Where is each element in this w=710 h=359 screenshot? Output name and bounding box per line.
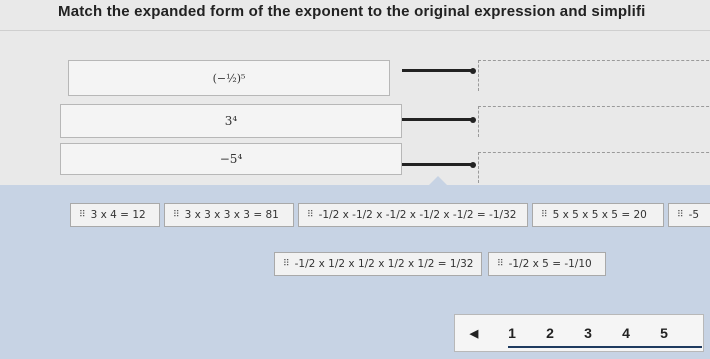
connector-line-1 — [402, 69, 474, 72]
page-1[interactable]: 1 — [508, 325, 516, 341]
answer-tile[interactable]: ⠿ 3 x 4 = 12 — [70, 203, 160, 227]
drop-target-1[interactable] — [478, 60, 710, 91]
expression-2: 3⁴ — [224, 114, 238, 128]
page-underline — [508, 346, 702, 348]
expression-box-2[interactable] — [60, 104, 402, 138]
answer-tile[interactable]: ⠿ 5 x 5 x 5 x 5 = 20 — [532, 203, 664, 227]
drag-handle-icon: ⠿ — [677, 210, 683, 220]
drag-handle-icon: ⠿ — [173, 210, 179, 220]
instruction-text: Match the expanded form of the exponent to the original expression and simplifi — [58, 3, 646, 20]
page-4[interactable]: 4 — [622, 325, 630, 341]
drop-target-2[interactable] — [478, 106, 710, 137]
drag-handle-icon: ⠿ — [497, 259, 503, 269]
drag-handle-icon: ⠿ — [79, 210, 85, 220]
answer-tile[interactable]: ⠿ -1/2 x -1/2 x -1/2 x -1/2 x -1/2 = -1/32 — [298, 203, 528, 227]
connector-dot-1[interactable] — [470, 68, 476, 74]
answer-tile[interactable]: ⠿ -1/2 x 1/2 x 1/2 x 1/2 x 1/2 = 1/32 — [274, 252, 482, 276]
drag-handle-icon: ⠿ — [283, 259, 289, 269]
connector-line-3 — [402, 163, 474, 166]
connector-dot-2[interactable] — [470, 117, 476, 123]
page-3[interactable]: 3 — [584, 325, 592, 341]
connector-line-2 — [402, 118, 474, 121]
answer-tile[interactable]: ⠿ -1/2 x 5 = -1/10 — [488, 252, 606, 276]
expression-box-3[interactable] — [60, 143, 402, 175]
expression-1: (−½)⁵ — [212, 71, 246, 85]
drag-handle-icon: ⠿ — [307, 210, 313, 220]
left-arrow-icon[interactable]: ◀ — [469, 327, 479, 340]
expression-box-1[interactable] — [68, 60, 390, 96]
answer-tile[interactable]: ⠿ 3 x 3 x 3 x 3 = 81 — [164, 203, 294, 227]
page-5[interactable]: 5 — [660, 325, 668, 341]
answer-tile[interactable]: ⠿ -5 — [668, 203, 710, 227]
drop-target-3[interactable] — [478, 152, 710, 183]
header-divider — [0, 30, 710, 31]
connector-dot-3[interactable] — [470, 162, 476, 168]
expression-3: −5⁴ — [219, 152, 243, 166]
drag-handle-icon: ⠿ — [541, 210, 547, 220]
page-2[interactable]: 2 — [546, 325, 554, 341]
